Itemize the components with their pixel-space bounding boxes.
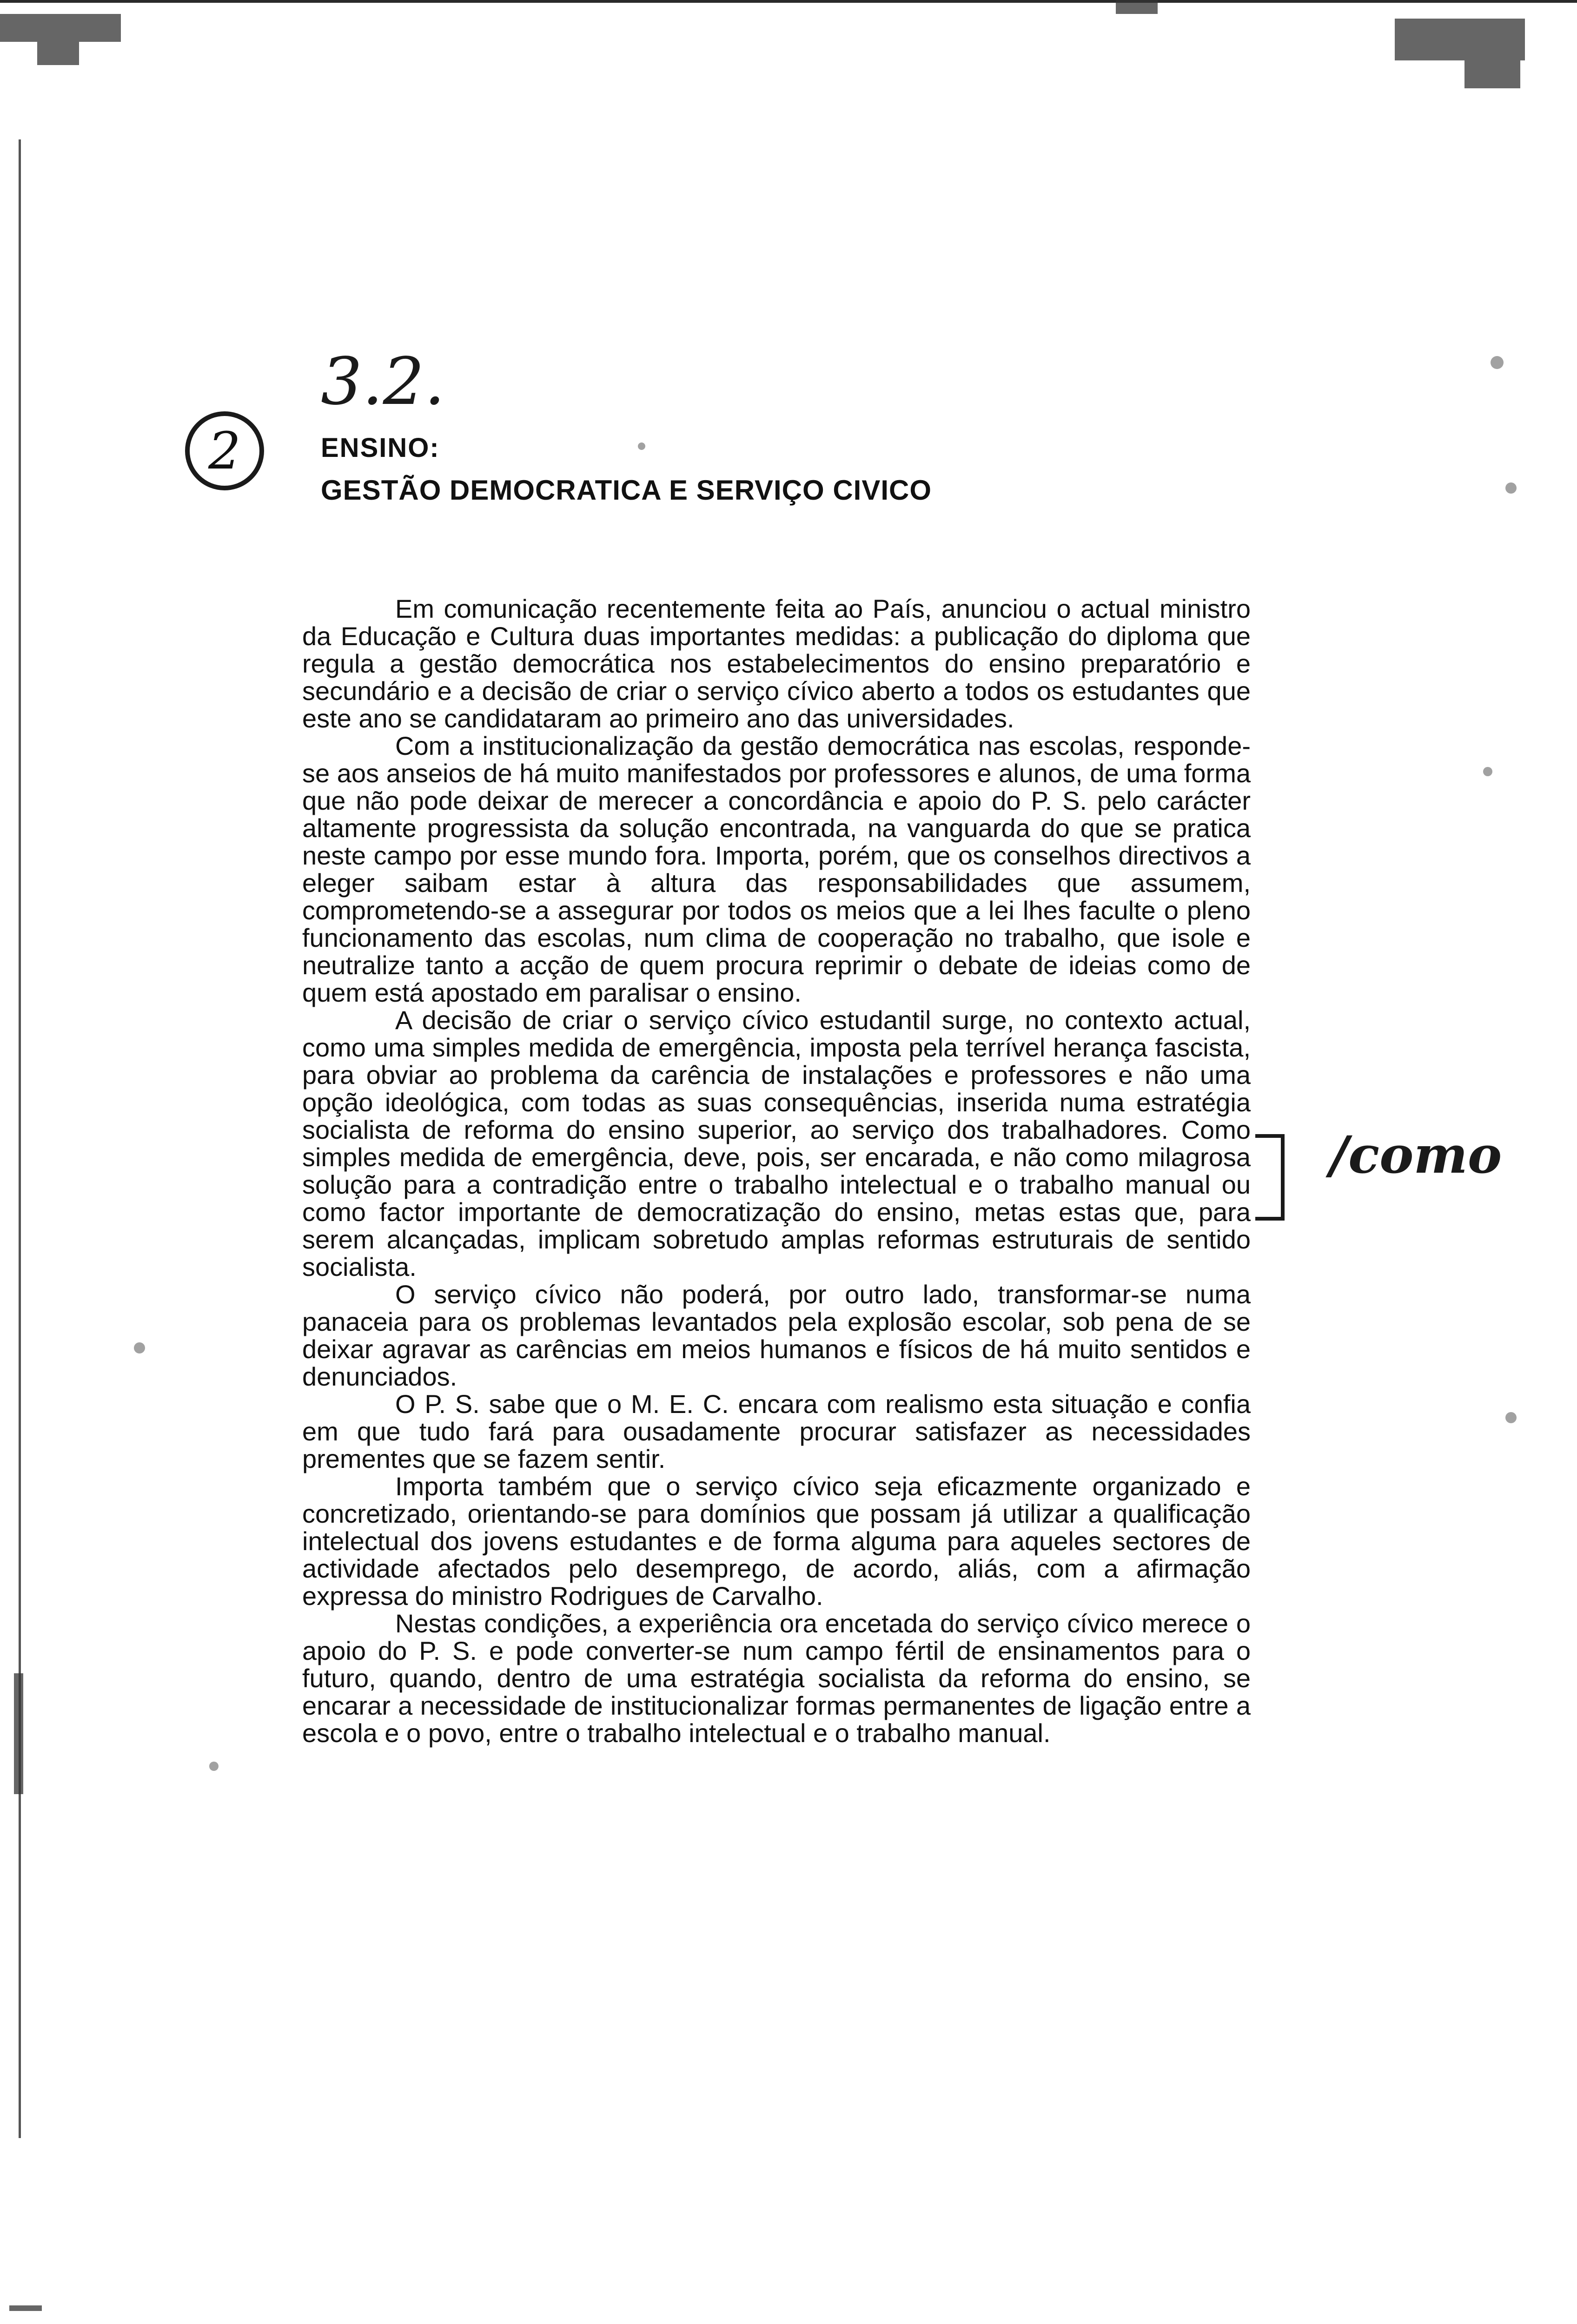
article-title: GESTÃO DEMOCRATICA E SERVIÇO CIVICO	[321, 475, 932, 506]
circled-annotation-text: 2	[208, 421, 241, 481]
handwritten-section-number: 3.2.	[321, 344, 445, 420]
article-body	[302, 595, 1251, 1747]
paragraph: Com a institucionalização da gestão democrática nas escolas, responde-se aos anseios de há muito manifestados por professores e alunos, de uma forma que não pode deixar de merecer a concordância e apoio do P. S. pelo carácter altamente progressista da solução encontrada, na vanguarda do que se pratica neste campo por esse mundo fora. Importa, porém, que os conselhos directivos a eleger saibam estar à altura das responsabilidades que assumem, comprometendo-se a assegurar por todos os meios que a lei lhes faculte o pleno funcionamento das escolas, num clima de cooperação no trabalho, que isole e neutralize tanto a acção de quem procura reprimir o debate de ideias como de quem está apostado em paralisar o ensino.	[302, 731, 1251, 1007]
paragraph: Nestas condições, a experiência ora encetada do serviço cívico merece o apoio do P. S. e pode converter-se num campo fértil de ensinamentos para o futuro, quando, dentro de uma estratégia socialista da reforma do ensino, se encarar a necessidade de institucionalizar formas permanentes de ligação entre a escola e o povo, entre o trabalho intelectual e o trabalho manual.	[302, 1609, 1251, 1748]
section-kicker: ENSINO:	[321, 433, 440, 463]
paragraph: O P. S. sabe que o M. E. C. encara com realismo esta situação e confia em que tudo fará para ousadamente procurar satisfazer as necessidades prementes que se fazem sentir.	[302, 1389, 1251, 1473]
paragraph: A decisão de criar o serviço cívico estudantil surge, no contexto actual, como uma simples medida de emergência, imposta pela terrível herança fascista, para obviar ao problema da carência de instalações e professores e não uma opção ideológica, com todas as suas consequências, inserida numa estratégia socialista de reforma do ensino superior, ao serviço dos trabalhadores. Como simples medida de emergência, deve, pois, ser encarada, e não como milagrosa solução para a contradição entre o trabalho intelectual e o trabalho manual ou como factor importante de democratização do ensino, metas estas que, para serem alcançadas, implicam sobretudo amplas reformas estruturais de sentido socialista.	[302, 1005, 1251, 1281]
paragraph: Em comunicação recentemente feita ao País, anunciou o actual ministro da Educação e Cultura duas importantes medidas: a publicação do diploma que regula a gestão democrática nos estabelecimentos do ensino preparatório e secundário e a decisão de criar o serviço cívico aberto a todos os estudantes que este ano se candidataram ao primeiro ano das universidades.	[302, 594, 1251, 733]
paragraph: O serviço cívico não poderá, por outro lado, transformar-se numa panaceia para os problemas levantados pela explosão escolar, sob pena de se deixar agravar as carências em meios humanos e físicos de há muito sentidos e denunciados.	[302, 1280, 1251, 1391]
margin-bracket	[1255, 1134, 1285, 1221]
paragraph: Importa também que o serviço cívico seja eficazmente organizado e concretizado, orientando-se para domínios que possam já utilizar a qualificação intelectual dos jovens estudantes e de forma alguma para aqueles sectores de actividade afectados pelo desemprego, de acordo, aliás, com a afirmação expressa do ministro Rodrigues de Carvalho.	[302, 1472, 1251, 1611]
circled-annotation	[185, 411, 264, 490]
handwritten-margin-note: /como	[1330, 1125, 1502, 1185]
